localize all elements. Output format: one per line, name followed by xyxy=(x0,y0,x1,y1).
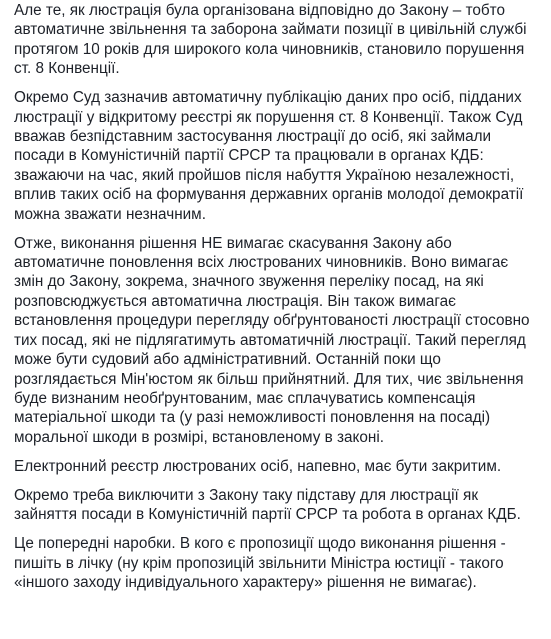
paragraph-electronic-registry: Електронний реєстр люстрованих осіб, напевно, має бути закритим. xyxy=(14,457,502,475)
paragraph-public-registry: Окремо Суд зазначив автоматичну публікацію даних про осіб, підданих люстрації у відкритому реєстрі як порушення ст. 8 Конвенції. Також Суд вважав безпідставним застосування люстрації до осіб, які займали посади в Комуністичній партії СРСР та працювали в органах КДБ: зважаючи на час, який пройшов після набуття Україною незалежності, вплив таких осіб на формування державних органів молодої демократії можна зважати незначним. xyxy=(14,89,524,223)
paragraph-exclude-grounds: Окремо треба виключити з Закону таку підставу для люстрації як зайняття посади в Комуністичній партії СРСР та робота в органах КДБ. xyxy=(14,486,521,524)
paragraph-lustration-violation: Але те, як люстрація була організована відповідно до Закону – тобто автоматичне звільнення та заборона займати позиції в цивільній службі протягом 10 років для широкого кола чиновників, становило порушення ст. 8 Конвенції. xyxy=(14,2,527,78)
paragraph-execution-requirements: Отже, виконання рішення НЕ вимагає скасування Закону або автоматичне поновлення всіх люстрованих чиновників. Воно вимагає змін до Закону, зокрема, значного звуження переліку посад, на які розповсюджується автоматична люстрація. Він також вимагає встановлення процедури перегляду обґрунтованості люстрації стосовно тих посад, які не підлягатимуть автоматичній люстрації. Такий перегляд може бути судовий або адміністративний. Останній поки що розглядається Мін'юстом як більш прийнятний. Для тих, чиє звільнення буде визнаним необґрунтованим, має сплачуватись компенсація матеріальної шкоди та (у разі неможливості поновлення на посаді) моральної шкоди в розмірі, встановленому в законі. xyxy=(14,234,530,446)
paragraph-preliminary-notes: Це попередні наробки. В кого є пропозиції щодо виконання рішення - пишіть в лічку (ну крім пропозицій звільнити Міністра юстиції - такого «іншого заходу індивідуального характеру» рішення не вимагає). xyxy=(14,535,506,591)
